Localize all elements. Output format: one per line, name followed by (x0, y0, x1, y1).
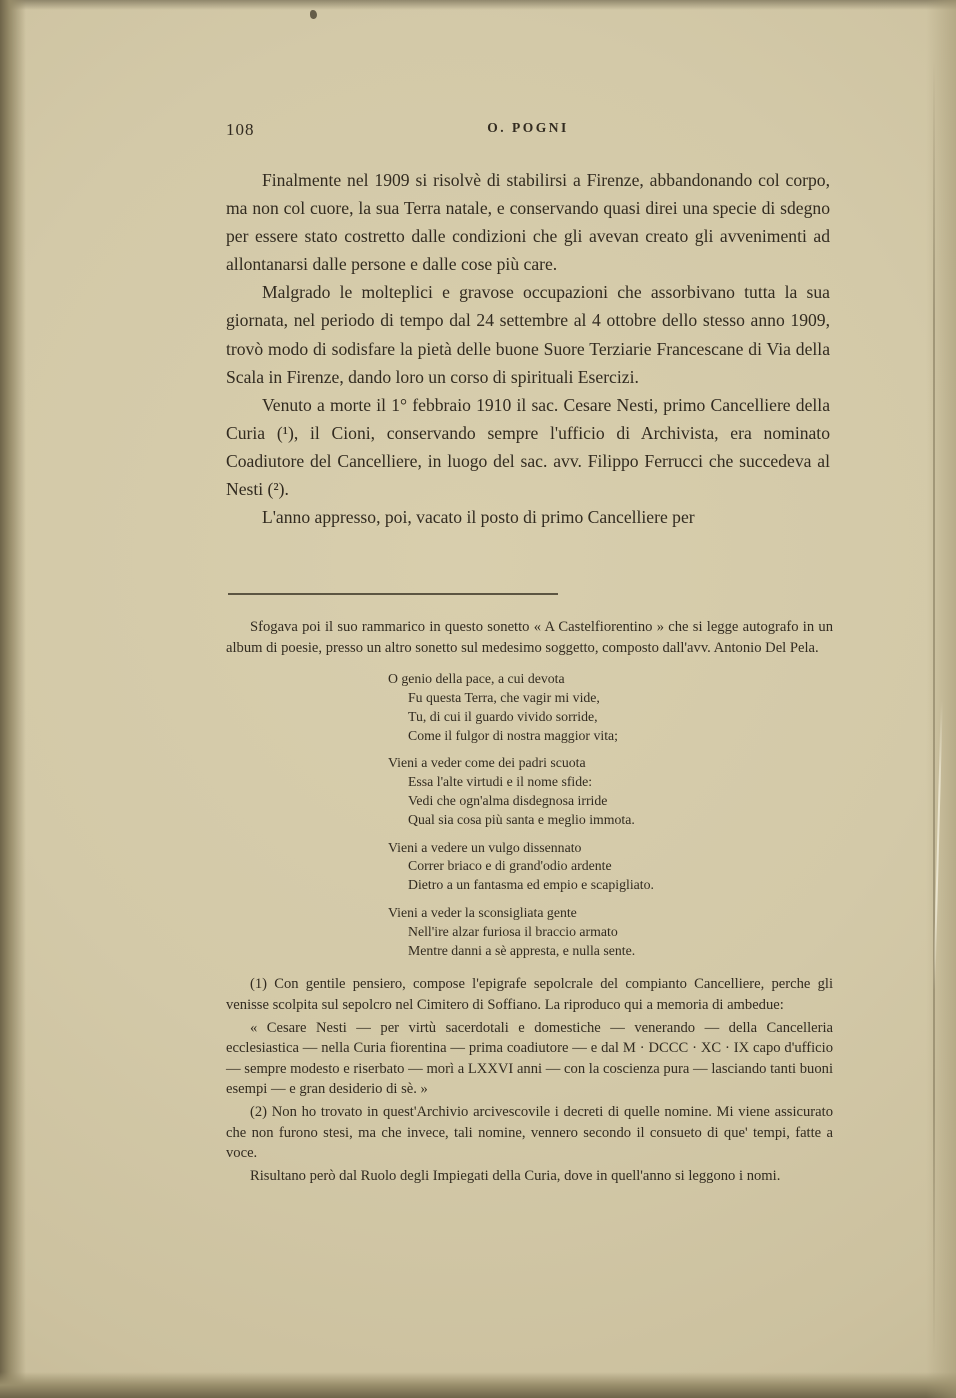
body-paragraph-1: Finalmente nel 1909 si risolvè di stabilirsi a Firenze, abbandonando col corpo, ma non col cuore, la sua Terra natale, e conservando quasi direi una specie di sdegno per essere stato costretto dalle condizioni che gli avevan creato gli avvenimenti ad allontanarsi dalle persone e dalle cose più care. (226, 170, 830, 275)
scan-speck (310, 10, 317, 19)
footnote-separator-rule (228, 593, 558, 595)
sonnet-line: Essa l'alte virtudi e il nome sfide: (408, 774, 593, 790)
footnote-2-paragraph-2: Risultano però dal Ruolo degli Impiegati della Curia, dove in quell'anno si leggono i nomi. (250, 1167, 781, 1184)
sonnet-stanza-4 (388, 904, 833, 960)
footnote-section (226, 617, 833, 1186)
body-paragraph-4: L'anno appresso, poi, vacato il posto di primo Cancelliere per (262, 507, 695, 528)
sonnet-line: Vieni a vedere un vulgo dissennato (388, 839, 582, 855)
sonnet-line: Vedi che ogn'alma disdegnosa irride (408, 792, 608, 808)
page-edge-shadow-bottom (0, 1372, 956, 1398)
running-header: O. POGNI (487, 120, 569, 135)
sonnet-line: Vieni a veder come dei padri scuota (388, 755, 586, 771)
footnote-1-paragraph-2: « Cesare Nesti — per virtù sacerdotali e domestiche — venerando — della Cancelleria ecclesiastica — nella Curia fiorentina — prima coadiutore — e dal M · DCCC · XC · IX capo d'ufficio — sempre modesto e riserbato — morì a LXXVI anni — con la coscienza pura — lasciando tanti buoni esempi — e gran desiderio di sè. » (226, 1019, 833, 1098)
sonnet-stanza-1 (388, 670, 833, 745)
sonnet-line: Dietro a un fantasma ed empio e scapigliato. (408, 877, 654, 893)
footnote-2-paragraph-1: (2) Non ho trovato in quest'Archivio arcivescovile i decreti di quelle nomine. Mi viene assicurato che non furono stesi, ma che invece, tali nomine, vennero secondo il consueto di que' tempi, fatte a voce. (226, 1103, 833, 1162)
sonnet-line: Nell'ire alzar furiosa il braccio armato (408, 923, 618, 939)
sonnet-line: O genio della pace, a cui devota (388, 671, 565, 687)
page-edge-shadow-top (0, 0, 956, 10)
sonnet-line: Vieni a veder la sconsigliata gente (388, 904, 577, 920)
body-paragraph-2: Malgrado le molteplici e gravose occupazioni che assorbivano tutta la sua giornata, nel periodo di tempo dal 24 settembre al 4 ottobre dello stesso anno 1909, trovò modo di sodisfare la pietà delle buone Suore Terziarie Francescane di Via della Scala in Firenze, dando loro un corso di spirituali Esercizi. (226, 282, 830, 387)
sonnet (388, 670, 833, 960)
sonnet-line: Come il fulgor di nostra maggior vita; (408, 727, 618, 743)
page-edge-shadow-right (926, 0, 956, 1398)
page-number: 108 (226, 120, 255, 139)
sonnet-line: Qual sia cosa più santa e meglio immota. (408, 811, 635, 827)
footnote-1-paragraph-1: (1) Con gentile pensiero, compose l'epigrafe sepolcrale del compianto Cancelliere, perche gli venisse scolpita sul sepolcro nel Cimitero di Soffiano. La riproduco qui a memoria di ambedue: (226, 976, 833, 1013)
main-text (226, 166, 830, 531)
sonnet-line: Fu questa Terra, che vagir mi vide, (408, 689, 600, 705)
footnote-intro: Sfogava poi il suo rammarico in questo sonetto « A Castelfiorentino » che si legge autografo in un album di poesie, presso un altro sonetto sul medesimo soggetto, composto dall'avv. Antonio Del Pela. (226, 619, 833, 656)
sonnet-line: Tu, di cui il guardo vivido sorride, (408, 708, 598, 724)
page-edge-shadow-left (0, 0, 26, 1398)
page-header (226, 120, 830, 142)
page-edge-crease (933, 60, 935, 1358)
sonnet-line: Correr briaco e di grand'odio ardente (408, 858, 612, 874)
sonnet-stanza-2 (388, 754, 833, 829)
sonnet-stanza-3 (388, 839, 833, 895)
sonnet-line: Mentre danni a sè appresta, e nulla sente. (408, 942, 636, 958)
body-paragraph-3: Venuto a morte il 1° febbraio 1910 il sac. Cesare Nesti, primo Cancelliere della Curia (¹), il Cioni, conservando sempre l'ufficio di Archivista, era nominato Coadiutore del Cancelliere, in luogo del sac. avv. Filippo Ferrucci che succedeva al Nesti (²). (226, 394, 830, 500)
